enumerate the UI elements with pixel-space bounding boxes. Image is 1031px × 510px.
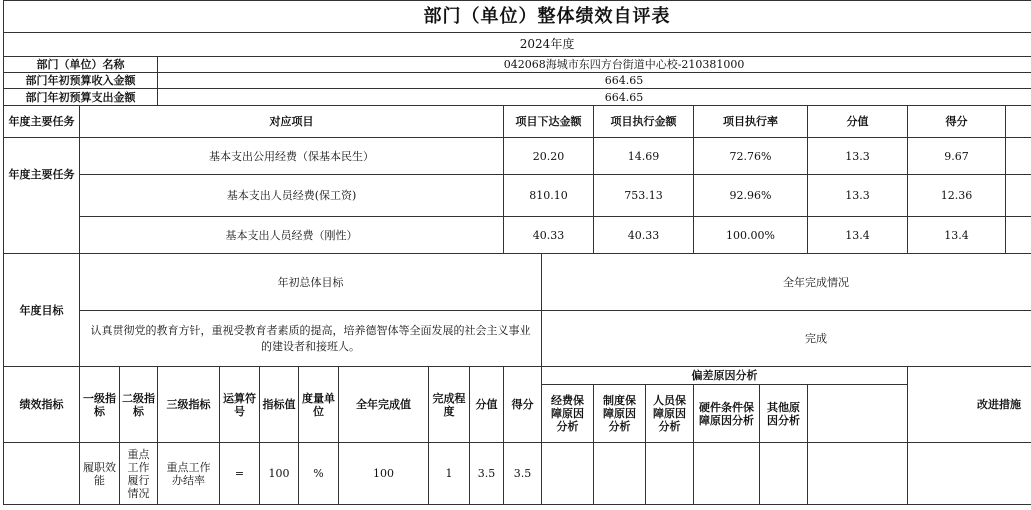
expense-label: 部门年初预算支出金额 [4, 89, 158, 106]
col-operator: 运算符号 [220, 367, 260, 443]
task-issued: 40.33 [504, 217, 594, 254]
ind-level2: 重点工作履行情况 [120, 443, 158, 505]
col-level2: 二级指标 [120, 367, 158, 443]
empty-cell [694, 443, 760, 505]
col-level1: 一级指标 [80, 367, 120, 443]
ind-actual: 100 [339, 443, 429, 505]
empty-cell [4, 443, 80, 505]
task-rate: 100.00% [694, 217, 808, 254]
ind-operator: = [220, 443, 260, 505]
ind-level3: 重点工作办结率 [158, 443, 220, 505]
ind-score-value: 3.5 [470, 443, 504, 505]
empty-cell [646, 443, 694, 505]
completion-text: 完成 [542, 311, 1031, 367]
income-label: 部门年初预算收入金额 [4, 73, 158, 89]
col-ind-score: 得分 [504, 367, 542, 443]
col-score: 得分 [908, 106, 1006, 138]
empty-cell [594, 443, 646, 505]
page-title: 部门（单位）整体绩效自评表 [4, 1, 1031, 33]
dept-name-value: 042068海城市东四方台街道中心校-210381000 [158, 57, 1031, 73]
ind-level1: 履职效能 [80, 443, 120, 505]
ind-unit: % [299, 443, 339, 505]
task-executed: 14.69 [594, 138, 694, 175]
empty-cell [1006, 217, 1031, 254]
col-system: 制度保障原因分析 [594, 385, 646, 443]
col-degree: 完成程度 [429, 367, 470, 443]
report-year: 2024年度 [4, 33, 1031, 57]
col-rate: 项目执行率 [694, 106, 808, 138]
task-rate: 92.96% [694, 175, 808, 217]
col-funding: 经费保障原因分析 [542, 385, 594, 443]
task-score: 12.36 [908, 175, 1006, 217]
empty-cell [1006, 175, 1031, 217]
income-value: 664.65 [158, 73, 1031, 89]
col-other: 其他原因分析 [760, 385, 808, 443]
overall-goal-text: 认真贯彻党的教育方针，重视受教育者素质的提高，培养德智体等全面发展的社会主义事业的建设者和接班人。 [80, 311, 542, 367]
task-score: 9.67 [908, 138, 1006, 175]
task-score-value: 13.4 [808, 217, 908, 254]
tasks-header-label: 年度主要任务 [4, 106, 80, 138]
empty-cell [760, 443, 808, 505]
table-row [4, 138, 1031, 175]
dept-name-label: 部门（单位）名称 [4, 57, 158, 73]
ind-score: 3.5 [504, 443, 542, 505]
task-score-value: 13.3 [808, 138, 908, 175]
col-project: 对应项目 [80, 106, 504, 138]
table-row [4, 217, 1031, 254]
col-unit: 度量单位 [299, 367, 339, 443]
task-project: 基本支出人员经费（刚性） [80, 217, 504, 254]
col-target: 指标值 [260, 367, 299, 443]
col-actual: 全年完成值 [339, 367, 429, 443]
task-issued: 810.10 [504, 175, 594, 217]
col-executed: 项目执行金额 [594, 106, 694, 138]
col-ind-score-value: 分值 [470, 367, 504, 443]
goals-label: 年度目标 [4, 254, 80, 367]
col-score-value: 分值 [808, 106, 908, 138]
task-score-value: 13.3 [808, 175, 908, 217]
col-staff: 人员保障原因分析 [646, 385, 694, 443]
task-executed: 40.33 [594, 217, 694, 254]
deviation-header: 偏差原因分析 [542, 367, 908, 385]
ind-target: 100 [260, 443, 299, 505]
expense-value: 664.65 [158, 89, 1031, 106]
empty-cell [1006, 106, 1031, 138]
col-level3: 三级指标 [158, 367, 220, 443]
overall-goal-header: 年初总体目标 [80, 254, 542, 311]
task-project: 基本支出人员经费(保工资) [80, 175, 504, 217]
task-project: 基本支出公用经费（保基本民生） [80, 138, 504, 175]
empty-cell [542, 443, 594, 505]
tasks-side-label: 年度主要任务 [4, 138, 80, 254]
col-hardware: 硬件条件保障原因分析 [694, 385, 760, 443]
ind-degree: 1 [429, 443, 470, 505]
task-executed: 753.13 [594, 175, 694, 217]
task-rate: 72.76% [694, 138, 808, 175]
table-row [4, 175, 1031, 217]
empty-cell [908, 443, 1031, 505]
task-issued: 20.20 [504, 138, 594, 175]
col-issued: 项目下达金额 [504, 106, 594, 138]
deviation-blank [808, 385, 908, 443]
table-row [4, 443, 1031, 505]
self-evaluation-table [3, 0, 1031, 505]
indicators-label: 绩效指标 [4, 367, 80, 443]
empty-cell [1006, 138, 1031, 175]
col-improve: 改进措施 [908, 367, 1031, 443]
empty-cell [808, 443, 908, 505]
task-score: 13.4 [908, 217, 1006, 254]
completion-header: 全年完成情况 [542, 254, 1031, 311]
